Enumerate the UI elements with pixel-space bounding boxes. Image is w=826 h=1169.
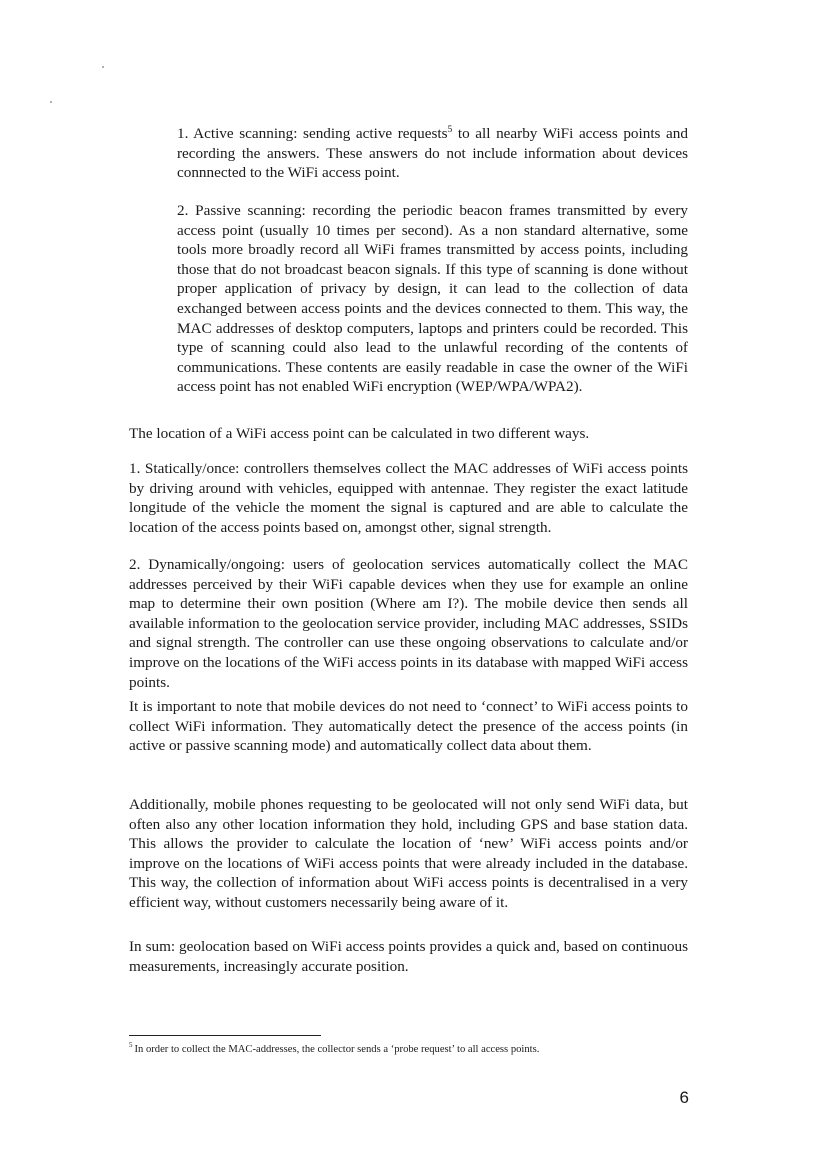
body-paragraph: Additionally, mobile phones requesting to be geolocated will not only send WiFi data, but often also any other location information they hold, including GPS and base station data. This allows the provider to calculate the location of ‘new’ WiFi access points and/or improve on the locations of WiFi access points that were already included in the database. This way, the collection of information about WiFi access points is decentralised in a very efficient way, without customers necessarily being aware of it. (129, 796, 688, 911)
body-paragraph: It is important to note that mobile devices do not need to ‘connect’ to WiFi access points to collect WiFi information. They automatically detect the presence of the access points (in active or passive scanning mode) and automatically collect data about them. (129, 698, 688, 755)
list-item-text: to all nearby WiFi access points and recording the answers. These answers do not include information about devices connnected to the WiFi access point. (177, 125, 688, 182)
list-item-active-scanning (177, 124, 688, 183)
footnote (129, 1043, 689, 1057)
body-paragraph: 1. Statically/once: controllers themselves collect the MAC addresses of WiFi access points by driving around with vehicles, equipped with antennae. They register the exact latitude longitude of the vehicle the moment the signal is captured and are able to calculate the location of the access points based on, amongst other, signal strength. (129, 460, 688, 536)
list-item-text: Passive scanning: recording the periodic beacon frames transmitted by every access point (usually 10 times per second). As a non standard alternative, some tools more broadly record all WiFi frames transmitted by access points, including those that do not broadcast beacon signals. If this type of scanning is done without proper application of privacy by design, it can lead to the collection of data exchanged between access points and the devices connected to them. This way, the MAC addresses of desktop computers, laptops and printers could be recorded. This type of scanning could also lead to the unlawful recording of the contents of communications. These contents are easily readable in case the owner of the WiFi access point has not enabled WiFi encryption (WEP/WPA/WPA2). (177, 202, 689, 396)
list-item-text: Active scanning: sending active requests (193, 125, 448, 142)
footnote-mark: 5 (129, 1041, 133, 1050)
list-item-number: 2. (177, 202, 189, 219)
list-item-passive-scanning (177, 201, 688, 397)
body-paragraph: The location of a WiFi access point can be calculated in two different ways. (129, 425, 590, 442)
footnote-separator (129, 1035, 321, 1036)
page-number: 6 (679, 1088, 689, 1107)
footnote-text: In order to collect the MAC-addresses, the collector sends a ‘probe request’ to all access points. (134, 1044, 540, 1055)
footnote-reference: 5 (447, 124, 453, 135)
list-item-number: 1. (177, 125, 189, 142)
body-paragraph: In sum: geolocation based on WiFi access points provides a quick and, based on continuous measurements, increasingly accurate position. (129, 938, 688, 975)
scan-speck (102, 66, 104, 68)
body-paragraph: 2. Dynamically/ongoing: users of geolocation services automatically collect the MAC addresses perceived by their WiFi capable devices when they use for example an online map to determine their own position (Where am I?). The mobile device then sends all available information to the geolocation service provider, including MAC addresses, SSIDs and signal strength. The controller can use these ongoing observations to calculate and/or improve on the locations of the WiFi access points in its database with mapped WiFi access points. (129, 556, 688, 691)
scan-speck (50, 101, 52, 103)
